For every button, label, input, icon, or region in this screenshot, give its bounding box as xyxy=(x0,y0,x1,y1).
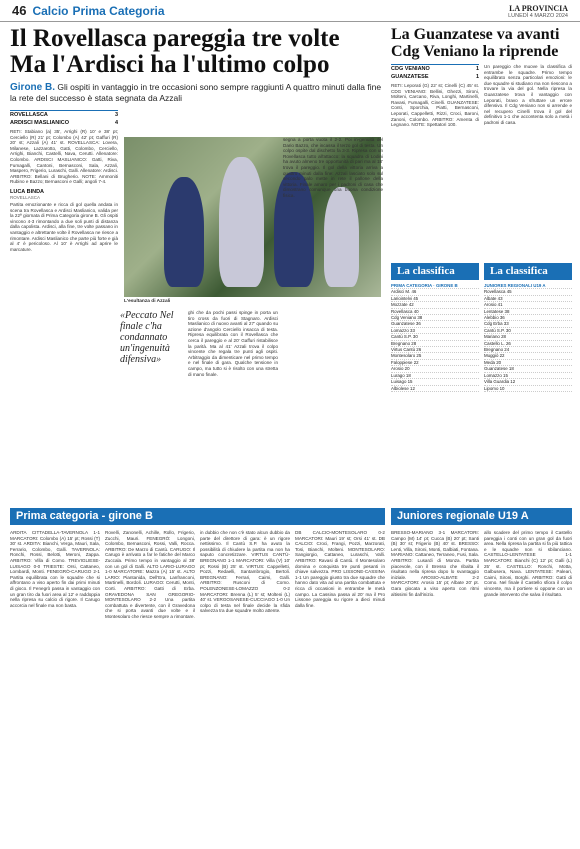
bottom-col-1-text: ARDITA CITTADELLA-TAVERNOLA 1-1 MARCATORI: Colombo (A) 15' pt; Rossi (T) 30' st. ARDITA: Bianchi, Verga, Mauri, Sala, Ferrario, Colombo, Galli. TAVERNOLA: Ronchi, Rossi, Belotti, Meroni, Zappa. ARBITRO: Villa di Como. TREVIGLIESE-LUISAGO 0-0 TRIESTE: Orsi, Cattaneo, Lombardi, Monti. FENEGRÒ-CARUGO 2-1 Partita equilibrata con le squadre che si affrontano a viso aperto fin dai primi minuti di gioco. Il Fenegrò passa in vantaggio con un gran tiro da fuori area al 12' e raddoppia nella ripresa su calcio di rigore. Il Carugo accorcia nel finale ma non basta. xyxy=(10,530,100,608)
score-away-team: ARDISCI MASLIANICO xyxy=(10,120,69,126)
bottom-col-2 xyxy=(105,530,195,842)
side-result-box xyxy=(391,64,479,260)
player-figure xyxy=(164,177,204,287)
standings-left-table xyxy=(391,283,479,392)
standings-row-text: Lipomo 10 xyxy=(484,385,505,391)
article-body-col-1: Partita emozionante e ricca di gol quella andata in scena tra Rovellasca e Ardisci Maslianico, valida per la 22ª giornata di Prima Categoria girone B. Gli ospiti vincono 4-3 rimontando a due soli punti di distanza dalla capolista. Ardisci, alla fine, tre volte passano in vantaggio e altrettante volte il Rovellasca ne riesce a rimontare. Ardisci Maslianico che parte più forte e già al 4' è pericoloso. Al 10' è Arrighi ad aprire le marcature. xyxy=(10,201,118,252)
byline-place: ROVELLASCA xyxy=(10,194,41,200)
score-away-row xyxy=(10,119,118,127)
standings-row-text: Bregnano 28 xyxy=(391,340,417,346)
standings-row-text: Cantù S.P. 30 xyxy=(391,334,418,340)
standings-row-text: Ardisci M. 46 xyxy=(391,289,417,295)
pull-quote-text: «Peccato Nel finale c'ha condannato un'ingenuità difensiva» xyxy=(120,310,174,365)
side-score-home-team: CDG VENIANO xyxy=(391,66,430,72)
paper-name: LA PROVINCIA xyxy=(509,4,568,13)
standings-row-text: Lentatese 38 xyxy=(484,308,510,314)
standings-row-text: Lurago 18 xyxy=(391,372,411,378)
standings-row-text: Rovellasca 45 xyxy=(484,289,512,295)
standings-row-text: Cdg Erba 33 xyxy=(484,321,509,327)
standings-row-text: Lomazzo 15 xyxy=(484,372,508,378)
side-score-home-goals: 1 xyxy=(475,66,479,72)
standings-row-text: Guanzatese 18 xyxy=(484,366,514,372)
result-box-text: RETI: Stabiano (a) 35', Arrighi (R) 10' e 38' pt; Cerciello (R) 21' pt; Colombo (A) 42' pt; Gaffuri (R) 20' st; Azzali (A) 41' st. ROVELLASCA: Lovera, Milanese, Lazzarotto, Gatti, Colombo, Cerciello, Arrighi, Bianchi, Castelli, Nava, Cerutti. Allenatore: Colombo. ARDISCI MASLIANICO: Gatti, Riva, Fumagalli, Cantoni, Bernasconi, Sala, Azzali, Maspero, Frigerio, Luraschi, Galli. Allenatore: Ardisci. ARBITRO: Bellani di Brugherio. NOTE: Ammoniti Rubino e Bazzo; Bernasconi e Galli; angoli 7-4. xyxy=(10,129,118,185)
standings-row-text: Bregnano 24 xyxy=(484,347,510,353)
bottom-right-bar: Juniores regionale U19 A xyxy=(391,508,572,525)
kicker-text: Gli ospiti in vantaggio in tre occasioni sono sempre raggiunti A quattro minuti dalla fine la rete del successo è stata segnata da Azzali xyxy=(10,82,382,103)
score-home-team: ROVELLASCA xyxy=(10,112,48,118)
article-body-col-2-wrap xyxy=(188,310,278,505)
side-score-away-row xyxy=(391,73,479,81)
standings-row-text: Albate 43 xyxy=(484,295,503,301)
bottom-col-6 xyxy=(484,530,572,842)
standings-row-text: Mariano 28 xyxy=(484,334,506,340)
bottom-col-4-text: DB CALCIO-MONTESOLARO 0-2 MARCATORI: Mauri 19' st; Orsi 41' st. DB CALCIO: Croci, Frangi, Pozzi, Marzorati, Tosi, Bianchi, Molteni. MONTESOLARO: Sangiorgio, Cattaneo, Luraschi, Valli. ARBITRO: Ravasi di Cantù. Il Montesolaro domina e conquista tre punti pesanti in chiave salvezza. PRO LISSONE-CASSINA 1-1 Un pareggio giusto tra due squadre che hanno dato vita ad una partita combattuta e ricca di occasioni in entrambe le metà campo. La Cassina passa al 20' ma il Pro Lissone pareggia su rigore a dieci minuti dalla fine. xyxy=(295,530,385,608)
standings-row-text: Lariointelvi 45 xyxy=(391,295,419,301)
standings-row-text: Alebbio 36 xyxy=(484,315,505,321)
bottom-col-3 xyxy=(200,530,290,842)
bottom-col-4 xyxy=(295,530,385,842)
bottom-left-bar: Prima categoria - girone B xyxy=(10,508,385,525)
side-score-home-row xyxy=(391,64,479,73)
bottom-col-2-text: Rovelli, Zanonelli, Achille, Rollo, Frigerio, Zucchi, Mauri. FENEGRÒ: Longoni, Colombo, Bernasconi, Rossi, Valli, Rocca. ARBITRO: De Marzo di Cantù. CARUGO: Il Carugo è arrivato a far le fatiche del Marco Zuccala. Primo tempo in vantaggio al 38' con un gol di Galli. ALTO LARIO-LURAGO 1-0 MARCATORE: Mazza (A) 15' st. ALTO LARIO: Piantanida, Dell'Era, Lanfranconi, Martinelli, Bordoli. LURAGO: Cerutti, Monti, Corti. ARBITRO: Gatti di Erba. GRAVEDONA SAN GREGORIO-MONTESOLARO 2-2 Una partita combattuta e divertente, con il Gravedona che si porta avanti due volte e il Montesolaro che riesce sempre a rimontare. xyxy=(105,530,195,619)
standings-row-text: Castello L. 26 xyxy=(484,340,511,346)
standings-left-label-text: PRIMA CATEGORIA · GIRONE B xyxy=(391,283,458,288)
standings-row-text: Luisago 15 xyxy=(391,379,413,385)
standings-row-text: Montesolaro 25 xyxy=(391,353,422,359)
pull-quote xyxy=(120,310,182,365)
standings-right-rows xyxy=(484,289,572,392)
standings-row-text: Arosio 20 xyxy=(391,366,410,372)
standings-row-text: Faloppiese 22 xyxy=(391,359,419,365)
section-title: Calcio xyxy=(32,4,69,18)
main-headline xyxy=(10,26,385,78)
standings-row-text: Cantù S.P. 30 xyxy=(484,327,511,333)
bottom-col-6-text: allo scadere del primo tempo il Castello pareggia i conti con un gran gol da fuori area. Nella ripresa la partita si fa più tattica e le squadre non si sbilanciano. CASTELLO-LENTATESE 1-1 MARCATORI: Bianchi (C) 12' pt; Galli (L) 25' st. CASTELLO: Ronchi, Motta, Galbusera, Nava. LENTATESE: Paleari, Caimi, Sironi, Borghi. ARBITRO: Gatti di Como. Nel finale il Castello sfiora il colpo vincente, ma il portiere si oppone con un grande intervento che salva il risultato. xyxy=(484,530,572,597)
article-body-col-3-wrap xyxy=(283,137,383,505)
standings-row-text: Virtus Cantù 26 xyxy=(391,347,422,353)
issue-date: LUNEDÌ 4 MARZO 2024 xyxy=(508,13,568,19)
side-headline xyxy=(391,26,571,60)
standings-right-table xyxy=(484,283,572,392)
side-score-away-team: GUANZATESE xyxy=(391,74,429,80)
side-headline-line-2: Cdg Veniano la riprende xyxy=(391,43,559,60)
kicker-lead: Girone B. xyxy=(10,82,56,93)
article-body-col-2: ghi che da pochi passi spinge in porta un tiro cross da fuori di Stagnaro. Ardisci Maslianico di nuovo avanti al 27' quando su azione d'angolo Cerciello insacca di testa. Ripresa equilibrata con il Rovellasca che cerca il pareggio e al 20' Gaffuri ristabilisce la parità. Ma al 41' Azzali trova il colpo vincente che regala tre punti agli ospiti. Arbitraggio da dimenticare nel primo tempo e nel finale di gara. Qualche tensione in campo, ma tutto si è risolto con una stretta di mano finale. xyxy=(188,310,278,377)
bottom-col-1 xyxy=(10,530,100,842)
side-article-body: Un pareggio che muove la classifica di entrambe le squadre. Primo tempo equilibrato senza particolari emozioni: le due squadre si studiano ma non riescono a trovare la via del gol. Nella ripresa la Guanzatese trova il vantaggio con Leporati, bravo a sfruttare un errore difensivo. Il Cdg Veniano non si arrende e nel recupero Cinelli trova il gol del definitivo 1-1 che accontenta solo a metà i padroni di casa. xyxy=(484,64,572,125)
side-result-text: RETI: Leporati (G) 22' st; Cinelli (C) 45' st. CDG VENIANO: Bellini, Ghezzi, Sironi, Molteni, Carcano, Riva, Longhi, Martinelli, Ravasi, Fumagalli, Cinelli. GUANZATESE: Conti, Sporchia, Piatti, Bernasconi, Leporati, Cappelletti, Rizzi, Croci, Baroni, Zanoni, Colombo. ARBITRO: Amenta di Legnano. NOTE: Spettatori 100. xyxy=(391,83,479,128)
main-headline-line-2: Ma l'Ardisci ha l'ultimo colpo xyxy=(10,51,330,78)
standings-row xyxy=(484,386,572,392)
standings-row-text: Mozzate 42 xyxy=(391,302,414,308)
standings-right-label-text: JUNIORES REGIONALI U19 A xyxy=(484,283,546,288)
side-score-away-goals: 1 xyxy=(475,74,479,80)
page-number: 46 xyxy=(12,3,27,18)
standings-left-title: La classifica xyxy=(391,263,479,280)
score-away-goals: 4 xyxy=(114,120,118,126)
standings-right-title: La classifica xyxy=(484,263,572,280)
masthead xyxy=(0,0,580,22)
result-box xyxy=(10,110,118,505)
standings-row-text: Lomazzo 33 xyxy=(391,327,415,333)
standings-row-text: Cdg Veniano 38 xyxy=(391,315,423,321)
standings-left-rows xyxy=(391,289,479,392)
kicker xyxy=(10,82,385,104)
standings-row-text: Villa Guardia 12 xyxy=(484,379,516,385)
standings-row-text: Meda 20 xyxy=(484,359,502,365)
side-headline-line-1: La Guanzatese va avanti xyxy=(391,26,560,43)
masthead-right xyxy=(508,4,568,19)
standings-row-text: Guanzatese 36 xyxy=(391,321,421,327)
bottom-col-5-text: BRESSO-MARIANO 3-1 MARCATORI: Campo (M) 14' pt; Cucca (B) 20' pt; Santi (B) 30' st; Frigerio (B) 40' st. BRESSO: Lenti, Villa, Sironi, Monti, Galbiati, Fontana. MARIANO: Cattaneo, Terraneo, Fusi, Sala. ARBITRO: Lusardi di Monza. Partita piacevole, con il Bresso che ribalta il risultato nella ripresa dopo lo svantaggio iniziale. AROSIO-ALBATE 2-2 MARCATORI: Arosio 15' pt; Albate 20' pt. Gara giocata a viso aperto con ritmi altissimi fin dall'inizio. xyxy=(391,530,479,597)
bottom-col-3-text: in dubbio che non c'è stato alcun dubbio da parte del direttore di gara: è un rigore nettissimo. Il Cantù S.P. ha avuto la possibilità di chiudere la partita ma non ha saputo concretizzare. VIRTUS CANTÙ-BREGNANO 1-1 MARCATORI: Villa (V) 10' pt; Rossi (B) 25' st. VIRTUS: Cappelletti, Pozzi, Redaelli, Santambrogio, Bertoli. BREGNANO: Ferrari, Caimi, Galli. ARBITRO: Rusconi di Como. POLENZONESE-LOMAZZO 0-2 MARCATORI: Brenna (L) 5' st; Molteni (L) 40' st. VERGOSANESE-CUCCIAGO 1-0 Un colpo di testa nel finale decide la sfida salvezza tra due squadre molto attente. xyxy=(200,530,290,614)
standings-row-text: Albiolese 12 xyxy=(391,385,415,391)
side-article-body-wrap xyxy=(484,64,572,260)
subsection-title: Prima Categoria xyxy=(72,4,165,18)
main-headline-line-1: Il Rovellasca pareggia tre volte xyxy=(10,25,340,52)
standings-row-text: Arosio 41 xyxy=(484,302,503,308)
photo-caption: L'esultanza di Azzali xyxy=(124,299,171,304)
standings-row-text: Muggiò 22 xyxy=(484,353,505,359)
score-home-goals: 3 xyxy=(114,112,118,118)
bottom-col-5 xyxy=(391,530,479,842)
player-figure xyxy=(219,157,264,287)
byline: LUCA BINDA xyxy=(10,188,45,195)
standings-row xyxy=(391,386,479,392)
score-home-row xyxy=(10,110,118,119)
article-body-col-3: segna a porta vuota il 2-2. Poi in-genuità del Dario Bazzo, che incassa il terzo gol di testa. Un colpo ospite dal dischetto fa 3-3. Ripresa con un Rovellasca tutto all'attacco: la squadra di Lodini ha avuto almeno tre opportunità di pari ma al 18' trova il pareggio. Il gol della vittoria arriva a quattro minuti dalla fine: Azzali lasciato solo sul secondo palo mette in rete il pallone della vittoria. Finale amaro per i padroni di casa che dimostrano comunque una buona condizione fisica. xyxy=(283,137,383,198)
standings-row-text: Rovellasca 40 xyxy=(391,308,419,314)
